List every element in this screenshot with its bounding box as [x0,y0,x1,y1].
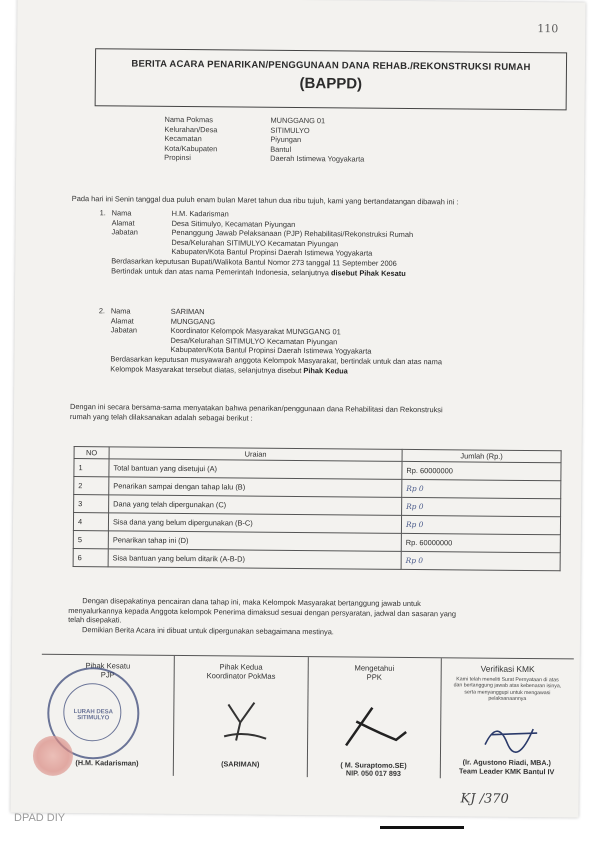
row-no: 2 [74,477,109,495]
party2-num: 2. [98,306,106,316]
info-value: Piyungan [270,134,302,145]
signature-title: Pihak Kesatu [85,661,131,671]
handwritten-signature [477,715,547,756]
signature-title: Pihak Kedua [219,662,263,672]
party2-basis2-text: Kelompok Masyarakat tersebut diatas, selanjutnya disebut [110,363,302,375]
watermark: DPAD DIY [14,812,66,824]
party2-position-extra: Kabupaten/Kota Bantul Propinsi Daerah Istimewa Yogyakarta [170,345,372,357]
closing-paragraph [68,596,560,639]
info-value: Daerah Istimewa Yogyakarta [270,153,365,164]
party1-name: H.M. Kadarisman [171,208,229,219]
signature-head [308,663,440,682]
signature-kmk [441,658,574,779]
party1-acting-text: Bertindak untuk dan atas nama Pemerintah Indonesia, selanjutnya [111,265,329,277]
row-no: 1 [74,459,109,477]
party2-name-label: Nama [110,306,131,316]
info-label: Kelurahan/Desa [164,124,218,134]
signatory-role: Team Leader KMK Bantul IV [458,766,555,777]
row-amount: Rp 0 [402,479,561,498]
pokmas-info [164,115,364,164]
party1-basis: Berdasarkan keputusan Bupati/Walikota Bantul Nomor 273 tanggal 11 September 2006 [111,256,397,268]
row-desc: Total bantuan yang disetujui (A) [109,459,402,480]
statement-paragraph [70,402,560,425]
party2-basis2-bold: Pihak Kedua [303,365,348,375]
signature-role: PPK [366,672,382,682]
page-number: 110 [537,22,559,36]
signature-role: Koordinator PokMas [206,671,276,681]
signature-head [441,664,573,674]
party1-acting-bold: disebut Pihak Kesatu [330,267,406,278]
party2-basis: Berdasarkan keputusan musyawarah anggota Kelompok Masyarakat, bertindak untuk dan atas nama [110,354,442,367]
party2-position: Koordinator Kelompok Masyarakat MUNGGANG 01 [170,326,341,337]
signature-head [175,662,307,681]
info-label: Propinsi [164,152,191,163]
row-amount: Rp. 60000000 [401,533,560,552]
info-row [164,153,364,164]
statement-line: Dengan ini secara bersama-sama menyatakan bahwa penarikan/penggunaan dana Rehabilitasi dan Rekonstruksi [69,402,443,415]
signature-role: PJP [100,670,115,680]
table-row [73,549,560,571]
info-label: Kecamatan [164,133,202,144]
row-desc: Penarikan sampai dengan tahap lalu (B) [109,477,402,498]
handwritten-signature [214,696,274,747]
signatory-name: (Ir. Agustono Riadi, MBA.) [462,757,552,768]
row-no: 3 [74,495,109,513]
info-value: SITIMULYO [270,125,310,135]
row-amount: Rp 0 [401,515,560,534]
document-sheet [10,0,585,817]
table-header: Uraian [109,447,402,462]
signatory-nip: NIP. 050 017 893 [345,768,401,778]
archive-logo-icon [33,736,73,776]
row-amount: Rp 0 [402,497,561,516]
info-value: Bantul [270,144,292,154]
title-box [95,48,567,110]
info-label: Kota/Kabupaten [164,143,218,153]
stamp-text: LURAH DESA SITIMULYO [73,709,114,722]
info-value: MUNGGANG 01 [270,115,326,126]
party1-address-label: Alamat [111,217,135,228]
row-amount: Rp. 60000000 [402,461,561,480]
bottom-bar [380,826,464,829]
table-header: Jumlah (Rp.) [402,449,561,462]
party2-position-extra: Desa/Kelurahan SITIMULYO Kecamatan Piyungan [170,335,338,347]
signature-pihak-kedua [174,656,308,777]
party2-position-label: Jabatan [110,325,138,335]
party1-block [99,208,560,279]
party2-name: SARIMAN [170,306,205,317]
party2-address: MUNGGANG [170,316,216,326]
closing-line: Demikian Berita Acara ini dibuat untuk dipergunakan sebagaimana mestinya. [82,624,334,637]
verification-note: Kami telah meneliti Surat Pernyataan di atas dan bertanggung jawab atas kebenaran isinya, serta menyanggupi untuk mengawasi pelaksanaannya [453,676,562,703]
handwritten-signature [336,701,416,752]
handwritten-footer: KJ /370 [460,791,509,807]
party1-position-extra: Desa/Kelurahan SITIMULYO Kecamatan Piyungan [171,237,339,249]
row-no: 5 [73,531,108,549]
signatory-name: ( M. Suraptomo.SE) [340,760,407,770]
party1-num: 1. [99,208,106,218]
party1-position: Penanggung Jawab Pelaksanaan (PJP) Rehabilitasi/Rekonstruksi Rumah [171,228,414,240]
signature-ppk [307,657,441,778]
row-desc: Sisa dana yang belum dipergunakan (B-C) [108,513,401,534]
closing-line: telah disepakati. [68,615,122,625]
row-desc: Sisa bantuan yang belum ditarik (A-B-D) [108,549,401,570]
funds-table [73,446,562,571]
signatory-name: (H.M. Kadarisman) [75,758,139,768]
row-no: 4 [73,513,108,531]
row-desc: Dana yang telah dipergunakan (C) [109,495,402,516]
party1-position-extra: Kabupaten/Kota Bantul Propinsi Daerah Istimewa Yogyakarta [171,247,373,259]
title-line2: (BAPPD) [299,75,363,93]
statement-line: rumah yang telah dilaksanakan adalah sebagai berikut : [69,411,253,423]
signature-title: Mengetahui [354,663,395,673]
row-desc: Penarikan tahap ini (D) [108,531,401,552]
row-no: 6 [73,549,108,567]
closing-line: menyalurkannya kepada Anggota kelompok Penerima dimaksud sesuai dengan persyaratan, jadwal dan sasaran yang [68,605,457,618]
party2-block [98,306,559,377]
row-amount: Rp 0 [401,551,560,570]
signature-title: Verifikasi KMK [480,663,535,675]
party1-name-label: Nama [111,208,132,218]
intro-paragraph: Pada hari ini Senin tanggal dua puluh enam bulan Maret tahun dua ribu tujuh, kami yang bertandatangan dibawah ini : [71,194,459,207]
party1-address: Desa Sitimulyo, Kecamatan Piyungan [171,218,296,229]
party2-address-label: Alamat [110,315,134,326]
closing-line: Dengan disepakatinya pencairan dana tahap ini, maka Kelompok Masyarakat bertanggung jawab untuk [82,596,421,609]
info-label: Nama Pokmas [164,114,214,125]
table-header: NO [74,447,109,459]
party1-position-label: Jabatan [111,227,138,237]
title-line1: BERITA ACARA PENARIKAN/PENGGUNAAN DANA REHAB./REKONSTRUKSI RUMAH [131,58,531,74]
signatory-name: (SARIMAN) [221,759,260,769]
signature-block [41,654,574,780]
